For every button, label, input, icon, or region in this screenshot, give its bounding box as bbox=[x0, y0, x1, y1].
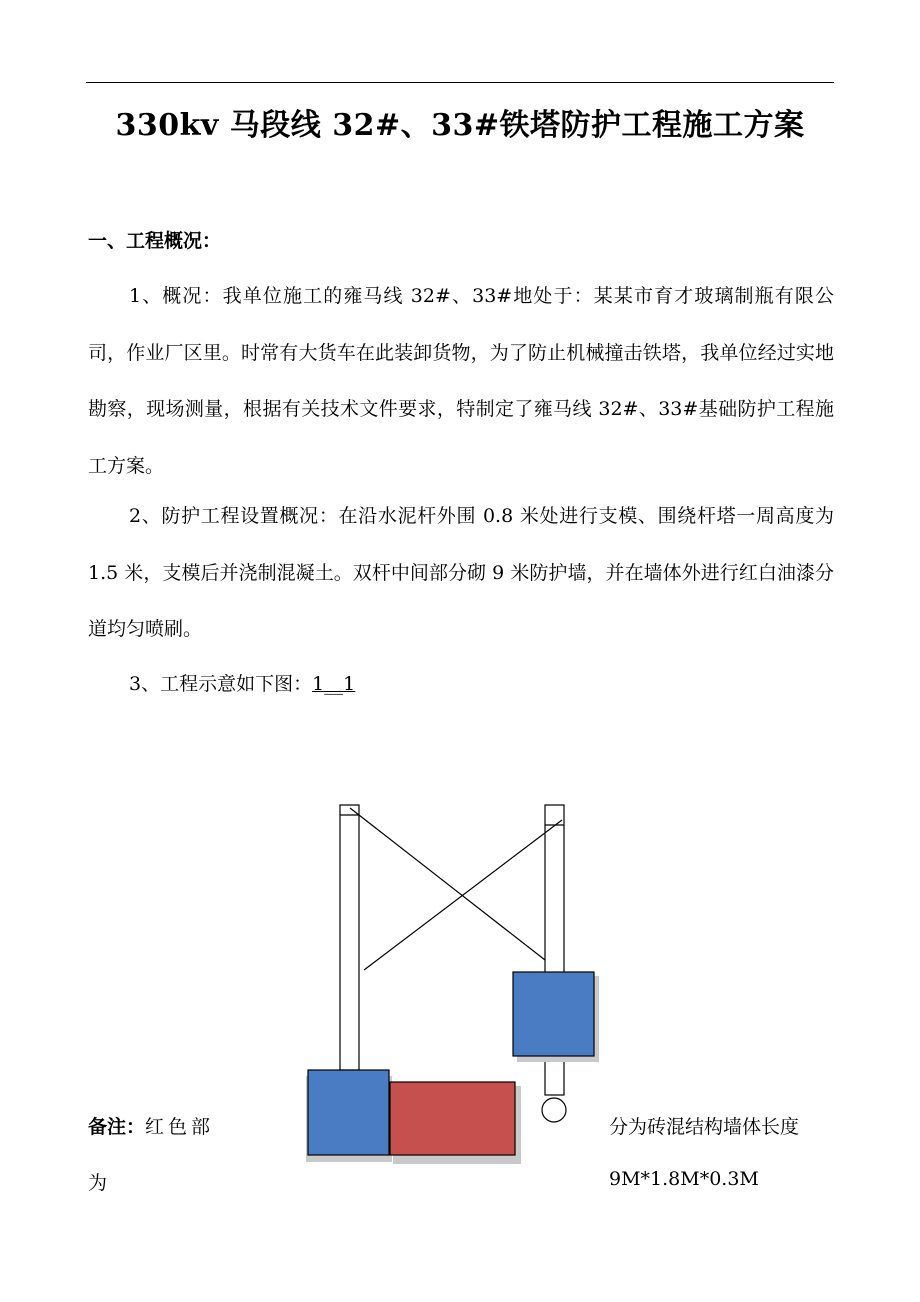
note-label: 备注： bbox=[88, 1116, 146, 1138]
note-dimensions: 9M*1.8M*0.3M bbox=[609, 1168, 759, 1190]
note-line-2-left: 为 bbox=[88, 1172, 108, 1194]
section-heading: 一、工程概况： bbox=[88, 230, 222, 252]
paragraph-protection: 2、防护工程设置概况：在沿水泥杆外围 0.8 米处进行支模、围绕杆塔一周高度为 1.5 米，支模后并浇制混凝土。双杆中间部分砌 9 米防护墙，并在墙体外进行红白油漆分道均匀喷刷。 bbox=[88, 505, 834, 640]
diagram-intro-text: 3、工程示意如下图： bbox=[129, 673, 313, 695]
brick-wall bbox=[390, 1082, 515, 1155]
concrete-block-right bbox=[513, 972, 594, 1056]
tower-protection-diagram bbox=[300, 800, 610, 1170]
header-rule bbox=[86, 82, 834, 83]
paragraph-overview: 1、概况：我单位施工的雍马线 32#、33#地处于：某某市育才玻璃制瓶有限公司，作业厂区里。时常有大货车在此装卸货物，为了防止机械撞击铁塔，我单位经过实地勘察，现场测量，根据有关技术文件要求，特制定了雍马线 32#、33#基础防护工程施工方案。 bbox=[88, 285, 834, 477]
right-pole-base bbox=[542, 1098, 566, 1122]
brace-line-1 bbox=[350, 808, 545, 960]
note-text-left: 红色部 bbox=[145, 1116, 215, 1138]
concrete-block-left bbox=[308, 1070, 389, 1155]
left-pole bbox=[340, 805, 359, 1070]
note-line-1-left bbox=[88, 1112, 214, 1139]
paragraph-diagram-intro bbox=[129, 656, 355, 712]
diagram-reference: 1__1 bbox=[312, 673, 356, 695]
document-title: 330kv 马段线 32#、33#铁塔防护工程施工方案 bbox=[115, 108, 805, 143]
note-text-right: 分为砖混结构墙体长度 bbox=[609, 1116, 800, 1138]
